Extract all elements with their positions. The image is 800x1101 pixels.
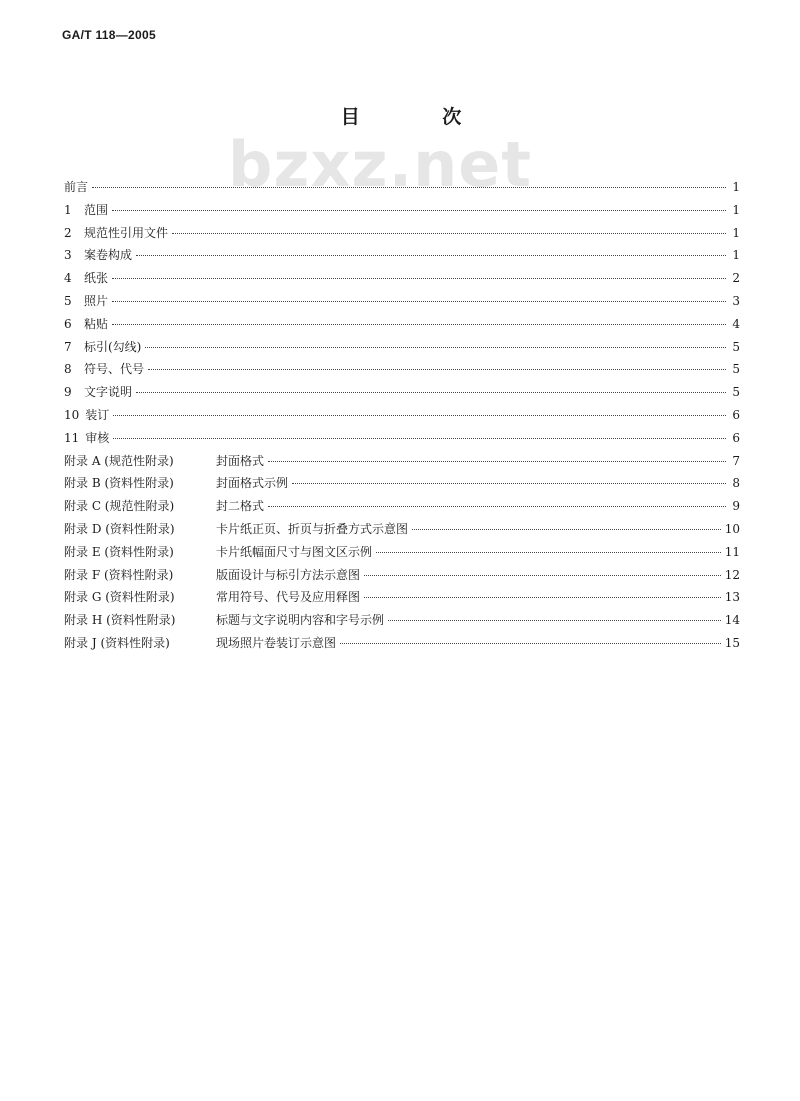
dot-leader <box>172 233 726 234</box>
toc-entry-label: 案卷构成 <box>84 248 133 263</box>
toc-clause-number: 5 <box>64 293 72 308</box>
dot-leader <box>136 392 726 393</box>
toc-clause-number: 9 <box>64 385 72 400</box>
dot-leader <box>364 575 721 576</box>
toc-entry[interactable] <box>64 518 740 541</box>
toc-entry-label: 纸张 <box>84 271 109 286</box>
toc-page-number: 6 <box>732 407 740 422</box>
toc-annex-number: 附录 F (资料性附录) <box>64 567 174 582</box>
toc-page-number: 8 <box>732 476 740 491</box>
toc-entry-label: 范围 <box>84 202 109 217</box>
dot-leader <box>112 210 726 211</box>
dot-leader <box>113 415 726 416</box>
dot-leader <box>112 324 726 325</box>
dot-leader <box>388 620 721 621</box>
toc-clause-number: 8 <box>64 362 72 377</box>
page-title: 目 次 <box>340 106 500 128</box>
toc-entry[interactable] <box>64 609 740 632</box>
toc-clause-number: 2 <box>64 225 72 240</box>
table-of-contents <box>64 176 740 655</box>
toc-page-number: 10 <box>724 521 740 536</box>
dot-leader <box>148 369 726 370</box>
toc-annex-number: 附录 J (资料性附录) <box>64 635 170 650</box>
toc-page-number: 7 <box>732 453 740 468</box>
toc-entry-label: 装订 <box>85 407 110 422</box>
toc-annex-title: 封面格式示例 <box>216 476 289 491</box>
toc-clause-number: 11 <box>64 430 80 445</box>
toc-page-number: 1 <box>732 248 740 263</box>
toc-annex-title: 标题与文字说明内容和字号示例 <box>216 613 385 628</box>
toc-page-number: 5 <box>732 339 740 354</box>
toc-page-number: 12 <box>724 567 740 582</box>
toc-entry[interactable] <box>64 176 740 199</box>
toc-entry[interactable] <box>64 404 740 427</box>
toc-page-number: 5 <box>732 385 740 400</box>
toc-annex-number: 附录 H (资料性附录) <box>64 613 176 628</box>
toc-annex-number: 附录 D (资料性附录) <box>64 521 175 536</box>
dot-leader <box>112 301 726 302</box>
toc-entry[interactable] <box>64 495 740 518</box>
toc-entry[interactable] <box>64 450 740 473</box>
toc-entry[interactable] <box>64 472 740 495</box>
toc-entry-label: 粘贴 <box>84 316 109 331</box>
dot-leader <box>376 552 721 553</box>
dot-leader <box>292 483 726 484</box>
toc-entry-label: 标引(勾线) <box>84 339 142 354</box>
toc-page-number: 5 <box>732 362 740 377</box>
dot-leader <box>268 461 726 462</box>
dot-leader <box>340 643 721 644</box>
toc-entry[interactable] <box>64 564 740 587</box>
toc-entry[interactable] <box>64 267 740 290</box>
toc-entry-label: 前言 <box>64 180 89 194</box>
standard-code: GA/T 118—2005 <box>62 28 156 42</box>
toc-entry[interactable] <box>64 541 740 564</box>
toc-page-number: 2 <box>732 271 740 286</box>
toc-annex-title: 版面设计与标引方法示意图 <box>216 567 361 582</box>
toc-annex-number: 附录 A (规范性附录) <box>64 453 174 468</box>
toc-entry[interactable] <box>64 199 740 222</box>
toc-annex-title: 封二格式 <box>216 499 265 514</box>
dot-leader <box>268 506 726 507</box>
toc-page-number: 4 <box>732 316 740 331</box>
toc-entry[interactable] <box>64 427 740 450</box>
toc-clause-number: 4 <box>64 271 72 286</box>
toc-annex-number: 附录 B (资料性附录) <box>64 476 174 491</box>
toc-page-number: 6 <box>732 430 740 445</box>
toc-clause-number: 3 <box>64 248 72 263</box>
toc-entry-label: 文字说明 <box>84 385 133 400</box>
toc-clause-number: 6 <box>64 316 72 331</box>
toc-page-number: 3 <box>732 293 740 308</box>
dot-leader <box>112 278 726 279</box>
toc-entry[interactable] <box>64 313 740 336</box>
toc-page-number: 9 <box>732 499 740 514</box>
dot-leader <box>136 255 726 256</box>
toc-page-number: 1 <box>732 202 740 217</box>
toc-annex-title: 卡片纸正页、折页与折叠方式示意图 <box>216 521 409 536</box>
toc-entry[interactable] <box>64 358 740 381</box>
toc-entry[interactable] <box>64 381 740 404</box>
toc-page-number: 13 <box>724 590 740 605</box>
toc-entry-label: 照片 <box>84 293 109 308</box>
toc-entry[interactable] <box>64 222 740 245</box>
toc-entry-label: 规范性引用文件 <box>84 225 169 240</box>
toc-entry[interactable] <box>64 290 740 313</box>
toc-annex-number: 附录 G (资料性附录) <box>64 590 175 605</box>
toc-page-number: 1 <box>732 225 740 240</box>
toc-annex-title: 常用符号、代号及应用释图 <box>216 590 361 605</box>
toc-clause-number: 10 <box>64 407 80 422</box>
toc-clause-number: 1 <box>64 202 72 217</box>
dot-leader <box>364 597 721 598</box>
dot-leader <box>113 438 726 439</box>
toc-entry[interactable] <box>64 586 740 609</box>
toc-entry-label: 符号、代号 <box>84 362 145 377</box>
toc-entry[interactable] <box>64 632 740 655</box>
dot-leader <box>145 347 726 348</box>
toc-entry[interactable] <box>64 336 740 359</box>
toc-annex-title: 封面格式 <box>216 453 265 468</box>
dot-leader <box>412 529 721 530</box>
toc-page-number: 15 <box>724 635 740 650</box>
toc-annex-title: 现场照片卷装订示意图 <box>216 635 337 650</box>
dot-leader <box>92 187 726 188</box>
toc-page-number: 14 <box>724 613 740 628</box>
toc-annex-number: 附录 E (资料性附录) <box>64 544 174 559</box>
toc-page-number: 1 <box>732 180 740 194</box>
watermark: bzxz.net <box>228 128 532 201</box>
toc-annex-title: 卡片纸幅面尺寸与图文区示例 <box>216 544 373 559</box>
toc-entry-label: 审核 <box>85 430 110 445</box>
toc-annex-number: 附录 C (规范性附录) <box>64 499 175 514</box>
toc-clause-number: 7 <box>64 339 72 354</box>
toc-entry[interactable] <box>64 244 740 267</box>
toc-page-number: 11 <box>724 544 740 559</box>
